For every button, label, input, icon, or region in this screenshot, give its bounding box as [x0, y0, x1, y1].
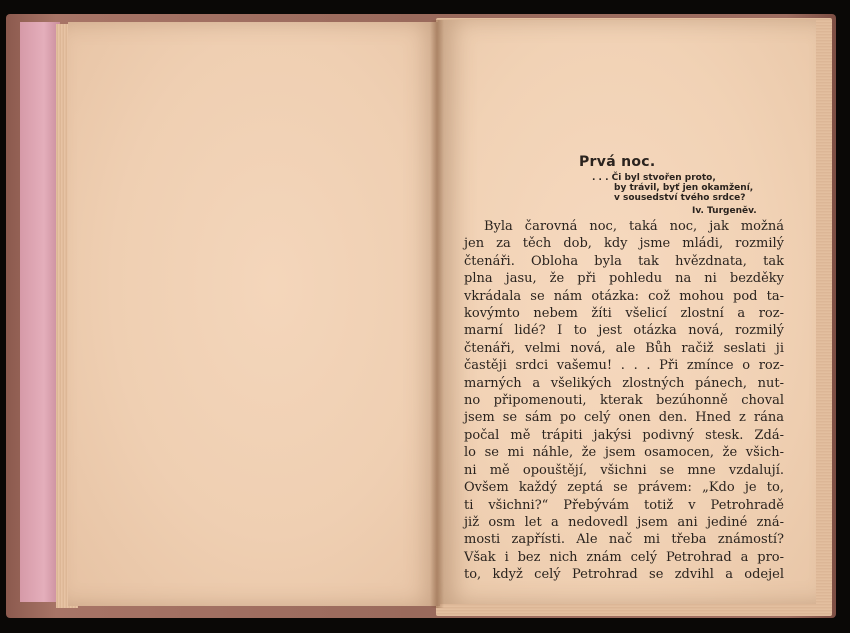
- text-line: lo se mi náhle, že jsem osamocen, že všich-: [464, 445, 784, 461]
- text-line: počal mě trápiti jakýsi podivný stesk. Zdá-: [464, 427, 784, 443]
- page-text: [438, 20, 816, 604]
- text-line: Ovšem každý zeptá se právem: „Kdo je to,: [464, 480, 784, 496]
- text-line: kovýmto nebem žíti všelicí zlostní a roz-: [464, 306, 784, 322]
- text-line: Byla čarovná noc, taká noc, jak možná: [484, 219, 784, 234]
- epigraph: [438, 173, 770, 203]
- text-line: to, když celý Petrohrad se zdvihl a odejel: [464, 567, 784, 583]
- text-line: jsem se sám po celý onen den. Hned z rána: [464, 410, 784, 426]
- text-line: mosti zapřísti. Ale nač mi třeba známostí?: [464, 532, 784, 548]
- text-line: jen za těch dob, kdy jsme mládi, rozmilý: [464, 236, 784, 252]
- left-page-blank: [68, 22, 440, 606]
- text-line: vkrádala se nám otázka: což mohou pod ta-: [464, 288, 784, 304]
- body-text: [464, 218, 784, 584]
- book-gutter: [430, 20, 444, 608]
- text-line: marných a všelikých zlostných pánech, nut-: [464, 375, 784, 391]
- text-line: marní lidé? I to jest otázka nová, rozmilý: [464, 323, 784, 339]
- epigraph-line: v sousedství tvého srdce?: [614, 193, 746, 203]
- text-line: častěji srdci vašemu! . . . Při zmínce o roz-: [464, 358, 784, 374]
- text-line: no připomenouti, kterak bezúhonně choval: [464, 393, 784, 409]
- pink-endpaper: [20, 22, 60, 602]
- text-line: již osm let a nedovedl jsem ani jediné zná-: [464, 514, 784, 530]
- right-page: [438, 20, 816, 604]
- text-line: ni mě opouštějí, všichni se mne vzdalují.: [464, 462, 784, 478]
- text-line: Však i bez nich znám celý Petrohrad a pro-: [464, 549, 784, 565]
- epigraph-line: . . . Či byl stvořen proto,: [592, 173, 716, 183]
- text-line: plna jasu, že při pohledu na ni bezděky: [464, 271, 784, 287]
- chapter-title: Prvá noc.: [579, 154, 656, 170]
- epigraph-line: by trávil, byť jen okamžení,: [614, 183, 754, 193]
- text-line: čtenáři. Obloha byla tak hvězdnata, tak: [464, 253, 784, 269]
- epigraph-author: Iv. Turgeněv.: [692, 206, 757, 216]
- text-line: ti všichni?“ Přebývám totiž v Petrohradě: [464, 497, 784, 513]
- text-line: čtenáři, velmi nová, ale Bůh račiž seslati ji: [464, 340, 784, 356]
